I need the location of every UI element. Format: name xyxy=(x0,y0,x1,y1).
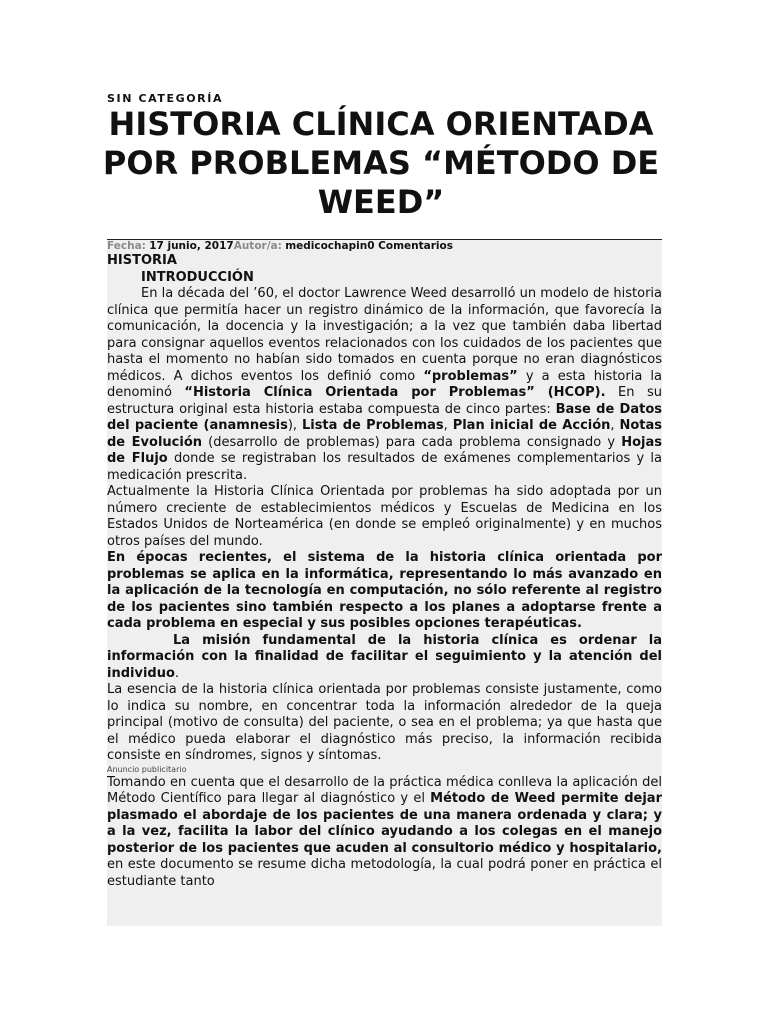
ad-label: Anuncio publicitario xyxy=(107,764,187,774)
text-run: en este documento se resume dicha metodología, la cual podrá poner en práctica el estudiante tanto xyxy=(107,857,662,889)
text-run: , xyxy=(443,418,453,433)
text-run: En la década del ’60, el doctor Lawrence Weed desarrolló un modelo de historia clínica que permitía hacer un registro dinámico de la información, que favorecía la comunicación, la docencia y la investigación; a la vez que también daba libertad para consignar aquellos eventos relacionados con los cuidados de los pacientes que hasta el momento no habían sido tomados en cuenta porque no eran diagnósticos médicos. A dichos eventos los definió como xyxy=(107,286,662,384)
text-run: donde se registraban los resultados de exámenes complementarios y la medicación prescrita. xyxy=(107,451,662,483)
bold-run: “Historia Clínica Orientada por Problemas” (HCOP). xyxy=(184,385,606,400)
author-link[interactable]: medicochapin xyxy=(285,240,368,252)
paragraph-1 xyxy=(107,286,662,484)
paragraph-2: Actualmente la Historia Clínica Orientada por problemas ha sido adoptada por un número creciente de establecimientos médicos y Escuelas de Medicina en los Estados Unidos de Norteamérica (en donde se empleó originalmente) y en muchos otros países del mundo. xyxy=(107,484,662,549)
page-title: HISTORIA CLÍNICA ORIENTADA POR PROBLEMAS “MÉTODO DE WEED” xyxy=(102,105,660,221)
bold-run: “problemas” xyxy=(423,368,518,384)
bold-run: Plan inicial de Acción xyxy=(452,418,611,433)
paragraph-3: En épocas recientes, el sistema de la historia clínica orientada por problemas se aplica en la informática, representando lo más avanzado en la aplicación de la tecnología en computación, no sólo referente al registro de los pacientes sino también respecto a los planes a adoptarse frente a cada problema en especial y sus posibles opciones terapéuticas. xyxy=(107,550,662,631)
bold-run: Lista de Problemas xyxy=(301,418,444,433)
date-value: 17 junio, 2017 xyxy=(149,240,234,252)
bold-run: La misión fundamental de la historia clínica es ordenar la información con la finalidad de facilitar el seguimiento y la atención del individuo xyxy=(107,632,662,681)
text-run: . xyxy=(174,665,180,681)
comments-link[interactable]: 0 Comentarios xyxy=(367,240,453,252)
bold-run: Notas de Evolución xyxy=(107,418,662,450)
article-body xyxy=(107,240,662,926)
text-run: (desarrollo de problemas) para cada problema consignado y xyxy=(202,434,622,450)
category-label[interactable]: SIN CATEGORÍA xyxy=(107,92,224,105)
paragraph-4 xyxy=(107,633,662,683)
post-meta xyxy=(107,240,662,253)
date-label: Fecha: xyxy=(107,240,146,252)
bold-run: Hojas de Flujo xyxy=(107,434,662,466)
text-run: y a esta historia la denominó xyxy=(107,368,662,400)
bold-run: Método de Weed permite dejar plasmado el abordaje de los pacientes de una manera ordenada y clara; y a la vez, facilita la labor del clínico ayudando a los colegas en el manejo posterior de los pacientes que acuden al consultorio médico y hospitalario, xyxy=(107,791,662,856)
author-label: Autor/a: xyxy=(233,240,282,252)
bold-run: Base de Datos del paciente (anamnesis xyxy=(107,401,662,433)
paragraph-5: La esencia de la historia clínica orientada por problemas consiste justamente, como lo indica su nombre, en concentrar toda la información alrededor de la queja principal (motivo de consulta) del paciente, o sea en el problema; ya que hasta que el médico pueda elaborar el diagnóstico más preciso, la información recibida consiste en síndromes, signos y síntomas. xyxy=(107,682,662,763)
section-heading-historia: HISTORIA xyxy=(107,253,177,268)
text-run: En su estructura original esta historia estaba compuesta de cinco partes: xyxy=(107,385,662,417)
text-run: ), xyxy=(287,418,302,433)
text-run: Tomando en cuenta que el desarrollo de la práctica médica conlleva la aplicación del Método Científico para llegar al diagnóstico y el xyxy=(107,774,662,806)
paragraph-6 xyxy=(107,775,662,891)
section-heading-introduccion: INTRODUCCIÓN xyxy=(141,269,254,285)
text-run: , xyxy=(610,418,620,433)
